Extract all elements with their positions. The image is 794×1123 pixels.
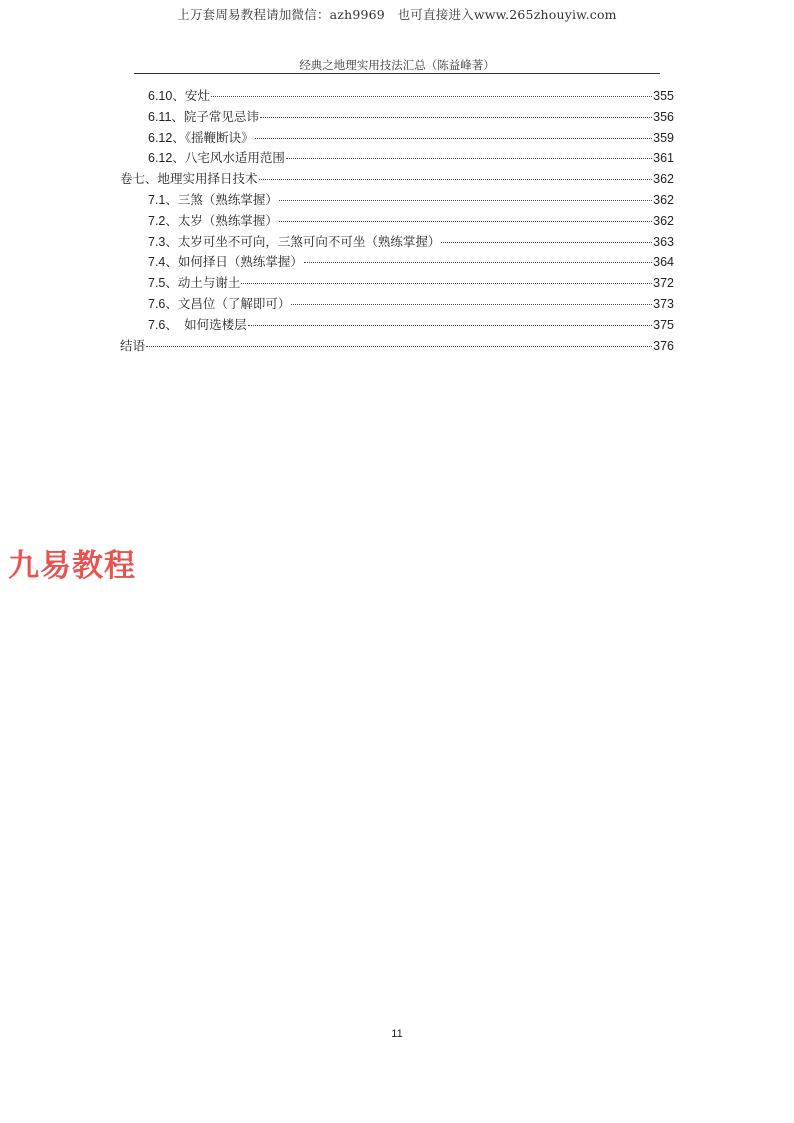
toc-chapter-entry[interactable] <box>120 336 674 357</box>
toc-leader-dots <box>279 221 652 222</box>
toc-entry[interactable] <box>120 190 674 211</box>
toc-entry[interactable] <box>120 294 674 315</box>
toc-entry-page: 355 <box>653 89 674 103</box>
toc-entry-page: 363 <box>653 234 674 249</box>
header-rule <box>134 73 660 74</box>
toc-entry[interactable] <box>120 315 674 336</box>
toc-entry-number: 7.1 <box>148 192 166 207</box>
toc-leader-dots <box>146 346 652 347</box>
toc-entry-title: 、动土与谢土 <box>165 275 241 291</box>
toc-entry-page: 361 <box>653 151 674 166</box>
toc-entry[interactable] <box>120 107 674 128</box>
toc-entry[interactable] <box>120 232 674 253</box>
toc-entry-title: 、《摇鞭断诀》 <box>172 129 254 145</box>
toc-entry-page: 375 <box>653 317 674 332</box>
toc-entry-number: 7.6 <box>148 317 166 332</box>
toc-entry-number: 7.5 <box>148 276 166 291</box>
toc-entry-number: 6.11 <box>148 109 172 124</box>
toc-entry-page: 372 <box>653 276 674 291</box>
toc-entry-page: 362 <box>653 213 674 228</box>
toc-entry-number: 6.12 <box>148 151 173 166</box>
toc-leader-dots <box>241 283 652 284</box>
toc-entry-number: 7.3 <box>148 234 166 249</box>
toc-entry-number: 6.12 <box>148 130 173 145</box>
toc-leader-dots <box>260 117 652 118</box>
toc-entry-title: 、 如何选楼层 <box>165 316 247 332</box>
toc-entry[interactable] <box>120 148 674 169</box>
toc-entry-page: 362 <box>653 172 674 187</box>
toc-entry-title: 卷七、地理实用择日技术 <box>120 171 258 187</box>
toc-leader-dots <box>279 200 652 201</box>
toc-entry-page: 359 <box>653 130 674 145</box>
toc-entry[interactable] <box>120 252 674 273</box>
page-number: 11 <box>391 1028 403 1040</box>
toc-leader-dots <box>286 158 652 159</box>
toc-chapter-entry[interactable] <box>120 169 674 190</box>
running-header: 经典之地理实用技法汇总（陈益峰著） <box>299 58 495 72</box>
top-banner: 上万套周易教程请加微信：azh9969 也可直接进入www.265zhouyiw.com <box>177 7 617 22</box>
toc-entry-page: 373 <box>653 296 674 311</box>
toc-leader-dots <box>211 96 652 97</box>
watermark-logo: 九易教程 <box>8 548 136 584</box>
toc-entry-title: 、三煞（熟练掌握） <box>165 191 278 207</box>
toc-entry-title: 、太岁可坐不可向，三煞可向不可坐（熟练掌握） <box>165 233 441 249</box>
toc-entry-title: 、院子常见忌讳 <box>171 108 259 124</box>
toc-entry-number: 6.10 <box>148 89 173 103</box>
toc-entry-title: 、太岁（熟练掌握） <box>165 212 278 228</box>
toc-entry[interactable] <box>120 128 674 149</box>
toc-entry-page: 362 <box>653 192 674 207</box>
toc-entry[interactable] <box>120 86 674 107</box>
toc-entry-title: 、文昌位（了解即可） <box>165 295 291 311</box>
toc-leader-dots <box>248 325 652 326</box>
toc-entry-title: 、八宅风水适用范围 <box>172 150 285 166</box>
toc-entry-title: 、如何择日（熟练掌握） <box>165 254 303 270</box>
toc-entry-title: 、安灶 <box>172 88 210 103</box>
table-of-contents <box>120 86 674 356</box>
toc-entry-page: 364 <box>653 255 674 270</box>
toc-leader-dots <box>291 304 652 305</box>
toc-entry-number: 7.4 <box>148 255 166 270</box>
toc-entry[interactable] <box>120 273 674 294</box>
toc-entry-page: 356 <box>653 109 674 124</box>
toc-leader-dots <box>259 179 653 180</box>
toc-entry[interactable] <box>120 211 674 232</box>
toc-entry-number: 7.2 <box>148 213 166 228</box>
toc-leader-dots <box>441 242 652 243</box>
toc-leader-dots <box>304 262 652 263</box>
toc-leader-dots <box>255 138 653 139</box>
toc-entry-title: 结语 <box>120 337 146 353</box>
toc-entry-number: 7.6 <box>148 296 166 311</box>
toc-entry-page: 376 <box>653 338 674 353</box>
